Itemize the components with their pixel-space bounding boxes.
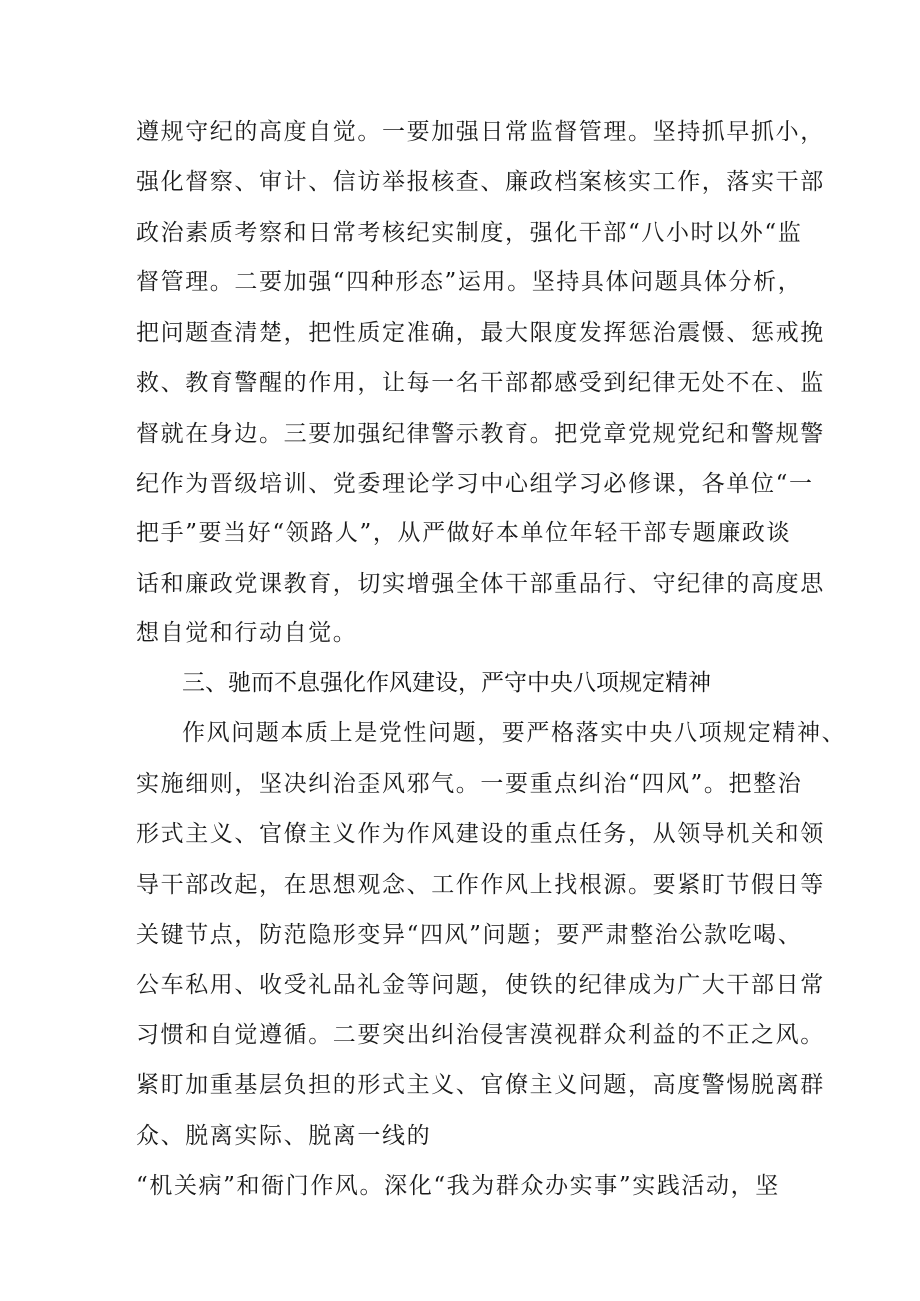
text-line: 形式主义、官僚主义作为作风建设的重点任务，从领导机关和领 — [136, 821, 825, 847]
text-line: “机关病”和衙门作风。深化“我为群众办实事”实践活动，坚 — [136, 1173, 780, 1199]
text-line: 众、脱离实际、脱离一线的 — [136, 1123, 432, 1149]
text-line: 政治素质考察和日常考核纪实制度，强化干部“八小时以外“监 — [136, 220, 803, 246]
text-line: 实施细则，坚决纠治歪风邪气。一要重点纠治“四风”。把整治 — [136, 771, 803, 797]
text-line: 公车私用、收受礼品礼金等问题，使铁的纪律成为广大干部日常 — [136, 972, 825, 998]
text-line: 紧盯加重基层负担的形式主义、官僚主义问题，高度警惕脱离群 — [136, 1072, 825, 1098]
text-line: 把问题查清楚，把性质定准确，最大限度发挥惩治震慑、惩戒挽 — [136, 320, 825, 346]
text-line: 强化督察、审计、信访举报核查、廉政档案核实工作，落实干部 — [136, 169, 825, 195]
text-line: 督就在身边。三要加强纪律警示教育。把党章党规党纪和警规警 — [136, 421, 825, 447]
text-line: 把手”要当好“领路人”，从严做好本单位年轻干部专题廉政谈 — [136, 520, 792, 546]
text-line: 作风问题本质上是党性问题，要严格落实中央八项规定精神、 — [182, 720, 847, 746]
text-line: 纪作为晋级培训、党委理论学习中心组学习必修课，各单位“一 — [136, 471, 814, 497]
text-line: 想自觉和行动自觉。 — [136, 620, 358, 646]
text-line: 督管理。二要加强“四种形态”运用。坚持具体问题具体分析， — [136, 269, 803, 295]
text-line: 遵规守纪的高度自觉。一要加强日常监督管理。坚持抓早抓小， — [136, 119, 825, 145]
text-line: 话和廉政党课教育，切实增强全体干部重品行、守纪律的高度思 — [136, 571, 825, 597]
section-heading: 三、驰而不息强化作风建设，严守中央八项规定精神 — [182, 670, 711, 696]
text-line: 关键节点，防范隐形变异“四风”问题；要严肃整治公款吃喝、 — [136, 922, 803, 948]
text-line: 救、教育警醒的作用，让每一名干部都感受到纪律无处不在、监 — [136, 370, 825, 396]
text-line: 习惯和自觉遵循。二要突出纠治侵害漠视群众利益的不正之风。 — [136, 1022, 825, 1048]
text-line: 导干部改起，在思想观念、工作作风上找根源。要紧盯节假日等 — [136, 872, 825, 898]
